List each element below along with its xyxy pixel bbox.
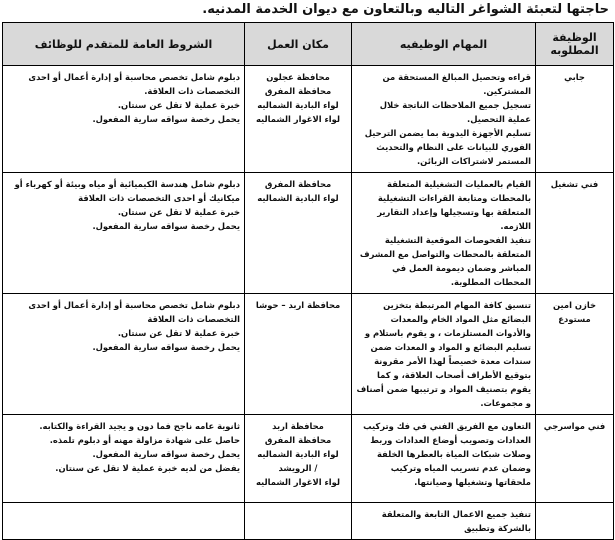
table-header-row: [3, 23, 614, 66]
condition-item: يحمل رخصة سواقه سارية المفعول.: [92, 342, 240, 352]
location-item: محافظة المفرق: [264, 435, 332, 445]
header-job: الوظيفة المطلوبه: [536, 23, 614, 66]
duties-cell: [352, 294, 536, 415]
location-item: / الرويشد: [278, 463, 318, 473]
location-cell: [245, 415, 352, 503]
conditions-cell: [3, 415, 245, 503]
duties-cell: [352, 66, 536, 173]
location-cell: [245, 66, 352, 173]
header-conditions: الشروط العامة للمتقدم للوظائف: [3, 23, 245, 66]
condition-item: يفضل من لديه خبرة عملية لا تقل عن سنتان.: [55, 463, 240, 473]
condition-item: خبرة عملية لا تقل عن سنتان.: [117, 328, 240, 338]
condition-item: خبرة عملية لا تقل عن سنتان.: [117, 207, 240, 217]
condition-item: يحمل رخصة سواقه سارية المفعول.: [92, 221, 240, 231]
duties-cell: [352, 173, 536, 294]
location-item: لواء البادية الشماليه: [257, 449, 339, 459]
vacancies-table: [2, 22, 614, 540]
job-title-cell: خازن امين مستودع: [536, 294, 614, 415]
table-row: [3, 415, 614, 503]
duty-item: تنفيذ الفحوصات الموقعية التشغيلية المتعلقة بالمحطات والتواصل مع المشرف المباشر وضمان ديمومة العمل في المحطات المطلوبة.: [359, 235, 531, 287]
duty-item: تسجيل جميع الملاحظات الناتجة خلال عملية التحصيل.: [379, 100, 531, 124]
condition-item: يحمل رخصة سواقه سارية المفعول.: [92, 449, 240, 459]
condition-item: دبلوم شامل تخصص محاسبة أو إدارة أعمال أو احدى التخصصات ذات العلاقة.: [28, 72, 240, 96]
condition-item: خبرة عملية لا تقل عن سنتان.: [117, 100, 240, 110]
location-item: محافظة اربد – حوشا: [255, 300, 341, 310]
location-cell: [245, 173, 352, 294]
location-cell: [245, 503, 352, 540]
location-item: لواء الاغوار الشماليه: [255, 477, 341, 487]
header-location: مكان العمل: [245, 23, 352, 66]
location-item: لواء البادية الشماليه: [257, 193, 339, 203]
condition-item: دبلوم شامل تخصص محاسبة أو إدارة أعمال أو احدى التخصصات ذات العلاقة: [28, 300, 240, 324]
location-item: محافظة عجلون: [266, 72, 330, 82]
condition-item: يحمل رخصة سواقه سارية المفعول.: [92, 114, 240, 124]
location-cell: [245, 294, 352, 415]
duties-cell: [352, 415, 536, 503]
conditions-cell: [3, 503, 245, 540]
location-item: محافظة اربد: [272, 421, 324, 431]
header-duties: المهام الوظيفيه: [352, 23, 536, 66]
page-heading: حاجتها لتعبئة الشواغر التاليه وبالتعاون مع ديوان الخدمة المدنيه.: [202, 2, 609, 17]
location-item: محافظة المفرق: [264, 86, 332, 96]
duty-item: تنسيق كافة المهام المرتبطة بتخزين البضائع مثل المواد الخام والمعدات والأدوات المستلزمات ، و يقوم باستلام و تسليم البضائع و المواد و المعدات ضمن سندات معدة خصيصاً لهذا الأمر مقرونة بتوقيع الأطراف أصحاب العلاقة، و كما يقوم بتصنيف المواد و ترتيبها ضمن أصناف و مجموعات.: [356, 300, 531, 408]
location-item: لواء البادية الشماليه: [257, 100, 339, 110]
conditions-cell: [3, 294, 245, 415]
job-title-cell: فني تشغيل: [536, 173, 614, 294]
condition-item: حاصل على شهادة مزاولة مهنه أو دبلوم تلمذه.: [49, 435, 240, 445]
conditions-cell: [3, 66, 245, 173]
duty-item: تسليم الأجهزة اليدوية بما يضمن الترحيل الفوري للبيانات على النظام والتحديث المستمر لاشتراكات الزبائن.: [364, 128, 531, 166]
table-row: [3, 66, 614, 173]
table-row: [3, 173, 614, 294]
location-item: لواء الاغوار الشماليه: [255, 114, 341, 124]
conditions-cell: [3, 173, 245, 294]
condition-item: دبلوم شامل هندسة الكيميائية أو مياه وبيئة أو كهرباء أو ميكانيك أو احدى التخصصات ذات العلاقة: [14, 179, 240, 203]
table-row: [3, 503, 614, 540]
duty-item: التعاون مع الفريق الفني في فك وتركيب العدادات وتصويب أوضاع العدادات وربط وصلات شبكات المياة بالعطرها الخلفة وضمان عدم تسريب المياه وتركيب ملحقاتها وتشغيلها وصيانتها.: [363, 421, 531, 487]
job-title-cell: جابي: [536, 66, 614, 173]
duty-item: قراءه وتحصيل المبالغ المستحقة من المشتركين.: [382, 72, 531, 96]
duties-cell: [352, 503, 536, 540]
job-title-cell: [536, 503, 614, 540]
location-item: محافظة المفرق: [264, 179, 332, 189]
duty-item: تنفيذ جميع الاعمال التابعة والمتعلقة بالشركة وتطبيق: [381, 509, 531, 533]
table-row: [3, 294, 614, 415]
duty-item: القيام بالعمليات التشغيلية المتعلقة بالمحطات ومتابعة القراءات التشغيلية المتعلقة بها وتسجيلها وإعداد التقارير اللازمه.: [377, 179, 531, 231]
condition-item: ثانوية عامه ناجح فما دون و يجيد القراءة والكتابه.: [39, 421, 240, 431]
job-title-cell: فني مواسرجي: [536, 415, 614, 503]
